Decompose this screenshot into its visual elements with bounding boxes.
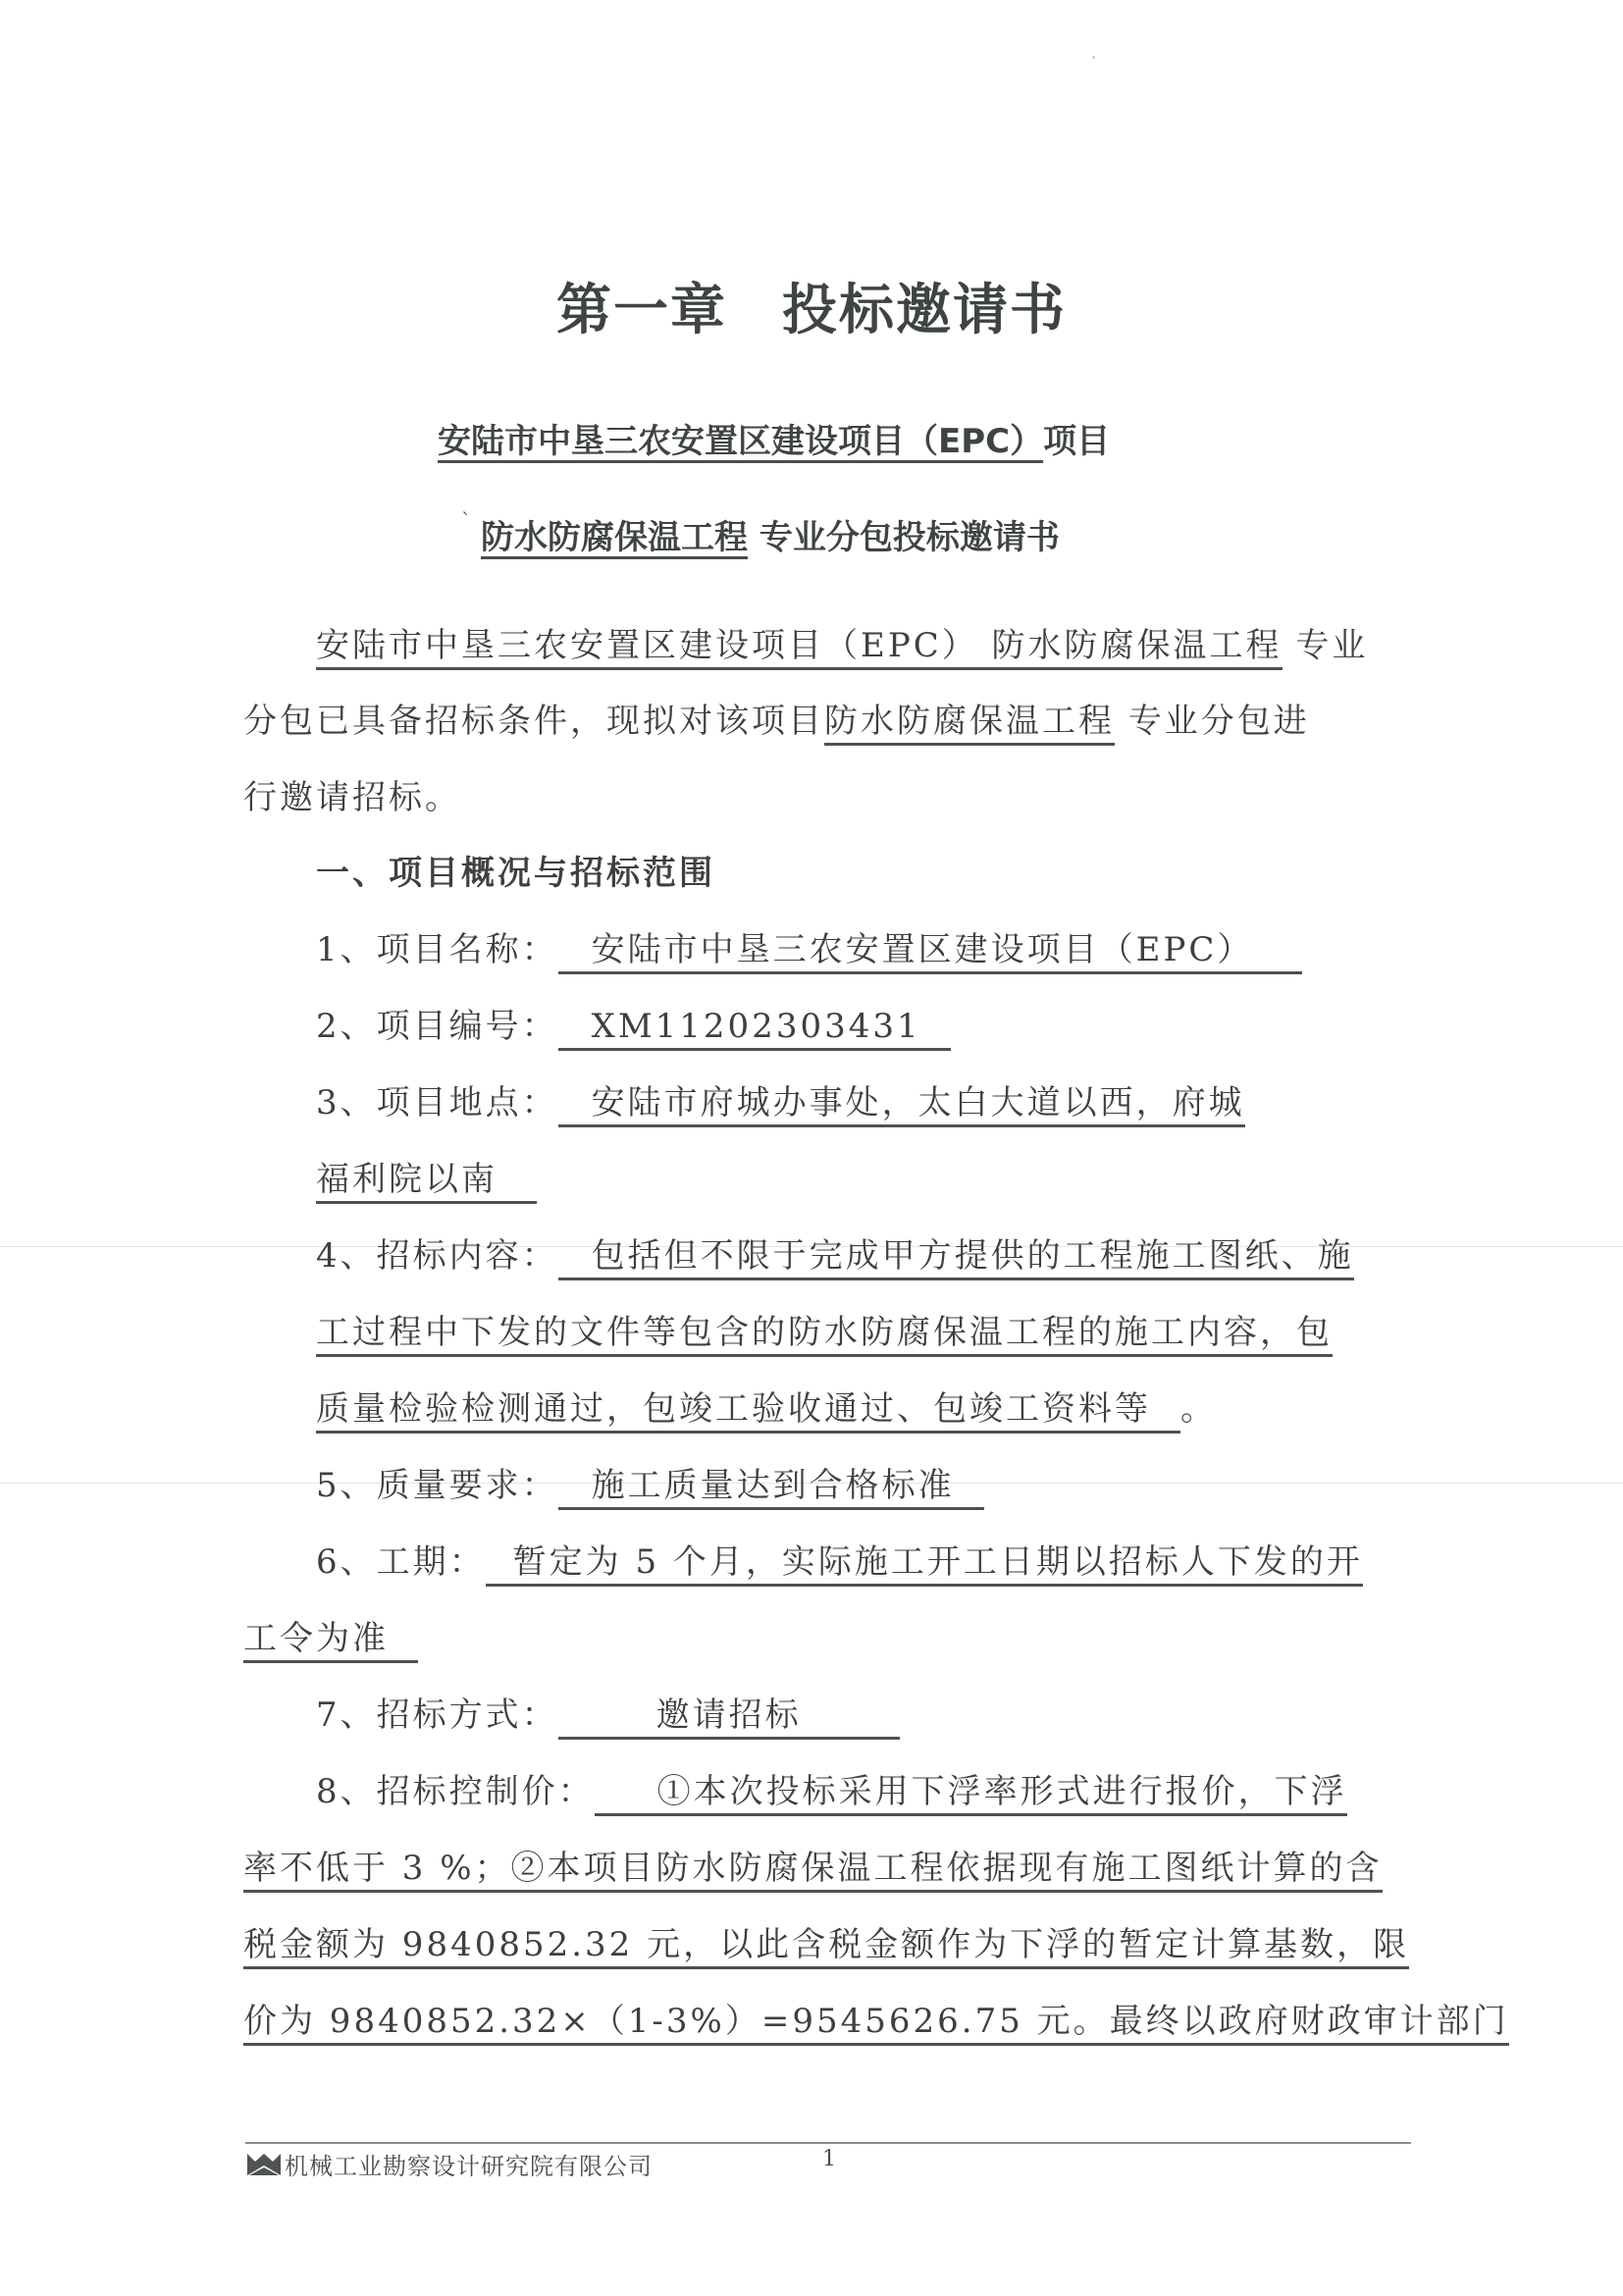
item-project-number [316, 999, 951, 1047]
item-duration [316, 1535, 1363, 1583]
item-label: 5、质量要求： [316, 1466, 558, 1505]
item-control-price [316, 1764, 1347, 1812]
subtitle-line-2 [481, 510, 1060, 558]
item-label: 1、项目名称： [316, 930, 558, 969]
scan-mark: ` [461, 508, 471, 532]
intro-line-1 [316, 618, 1368, 666]
item-value: 质量检验检测通过，包竣工验收通过、包竣工资料等 [316, 1389, 1180, 1434]
item-value: 工令为准 [243, 1619, 418, 1663]
intro-text: 行邀请招标。 [243, 778, 461, 817]
subtitle-line-1 [438, 414, 1110, 462]
item-quality-requirement [316, 1458, 984, 1506]
chapter-name: 投标邀请书 [782, 279, 1067, 342]
intro-text: 专业分包进 [1127, 702, 1310, 741]
subtitle-suffix-2: 专业分包投标邀请书 [759, 518, 1060, 557]
item-value: 工过程中下发的文件等包含的防水防腐保温工程的施工内容，包 [316, 1313, 1333, 1357]
item-tender-method [316, 1688, 900, 1736]
item-control-price-cont [243, 1841, 1383, 1889]
scan-speck [1092, 56, 1095, 59]
item-value: 暂定为 5 个月，实际施工开工日期以招标人下发的开 [486, 1542, 1363, 1587]
subtitle-suffix: 项目 [1043, 422, 1111, 461]
section-heading: 一、项目概况与招标范围 [316, 854, 715, 893]
item-value: 率不低于 3 %；②本项目防水防腐保温工程依据现有施工图纸计算的含 [243, 1849, 1383, 1893]
item-value: 安陆市府城办事处，太白大道以西，府城 [558, 1083, 1245, 1127]
page-number: 1 [822, 2147, 836, 2171]
item-control-price-cont2 [243, 1917, 1409, 1965]
item-project-location-cont [316, 1152, 537, 1200]
subcontract-name-underlined: 防水防腐保温工程 [481, 518, 748, 557]
item-value: 福利院以南 [316, 1160, 537, 1204]
project-name-underlined: 安陆市中垦三农安置区建设项目（EPC） [438, 422, 1044, 461]
item-project-name [316, 922, 1302, 970]
item-value: XM11202303431 [558, 1007, 951, 1051]
item-label: 8、招标控制价： [316, 1772, 595, 1811]
item-label: 6、工期： [316, 1542, 486, 1582]
item-value: 安陆市中垦三农安置区建设项目（EPC） [558, 930, 1303, 974]
item-value: 施工质量达到合格标准 [558, 1466, 984, 1510]
item-value: 价为 9840852.32×（1-3%）=9545626.75 元。最终以政府财政审计部门 [243, 2002, 1509, 2046]
item-label: 3、项目地点： [316, 1083, 558, 1122]
item-project-location [316, 1075, 1245, 1123]
intro-text: 分包已具备招标条件，现拟对该项目 [243, 702, 824, 741]
item-label: 4、招标内容： [316, 1236, 558, 1276]
intro-underlined: 防水防腐保温工程 [824, 702, 1115, 746]
item-tender-content [316, 1228, 1354, 1277]
item-tender-content-cont2 [316, 1382, 1217, 1430]
item-control-price-cont3 [243, 1994, 1509, 2042]
chapter-number: 第一章 [556, 279, 727, 342]
item-value: 包括但不限于完成甲方提供的工程施工图纸、施 [558, 1236, 1354, 1280]
company-logo-icon [247, 2152, 281, 2175]
intro-line-3 [243, 770, 461, 818]
item-punct: 。 [1180, 1389, 1217, 1429]
item-label: 2、项目编号： [316, 1007, 558, 1046]
item-label: 7、招标方式： [316, 1696, 558, 1735]
item-value: 邀请招标 [558, 1696, 900, 1740]
intro-underlined: 安陆市中垦三农安置区建设项目（EPC） 防水防腐保温工程 [316, 626, 1283, 670]
intro-line-2 [243, 694, 1310, 742]
chapter-title [0, 267, 1623, 345]
item-tender-content-cont [316, 1305, 1333, 1353]
item-value: 税金额为 9840852.32 元，以此含税金额作为下浮的暂定计算基数，限 [243, 1925, 1409, 1969]
intro-text: 专业 [1295, 626, 1369, 665]
footer-divider [245, 2142, 1411, 2144]
item-value: ①本次投标采用下浮率形式进行报价，下浮 [595, 1772, 1347, 1816]
footer-company-name: 机械工业勘察设计研究院有限公司 [285, 2153, 653, 2180]
item-duration-cont [243, 1611, 418, 1659]
